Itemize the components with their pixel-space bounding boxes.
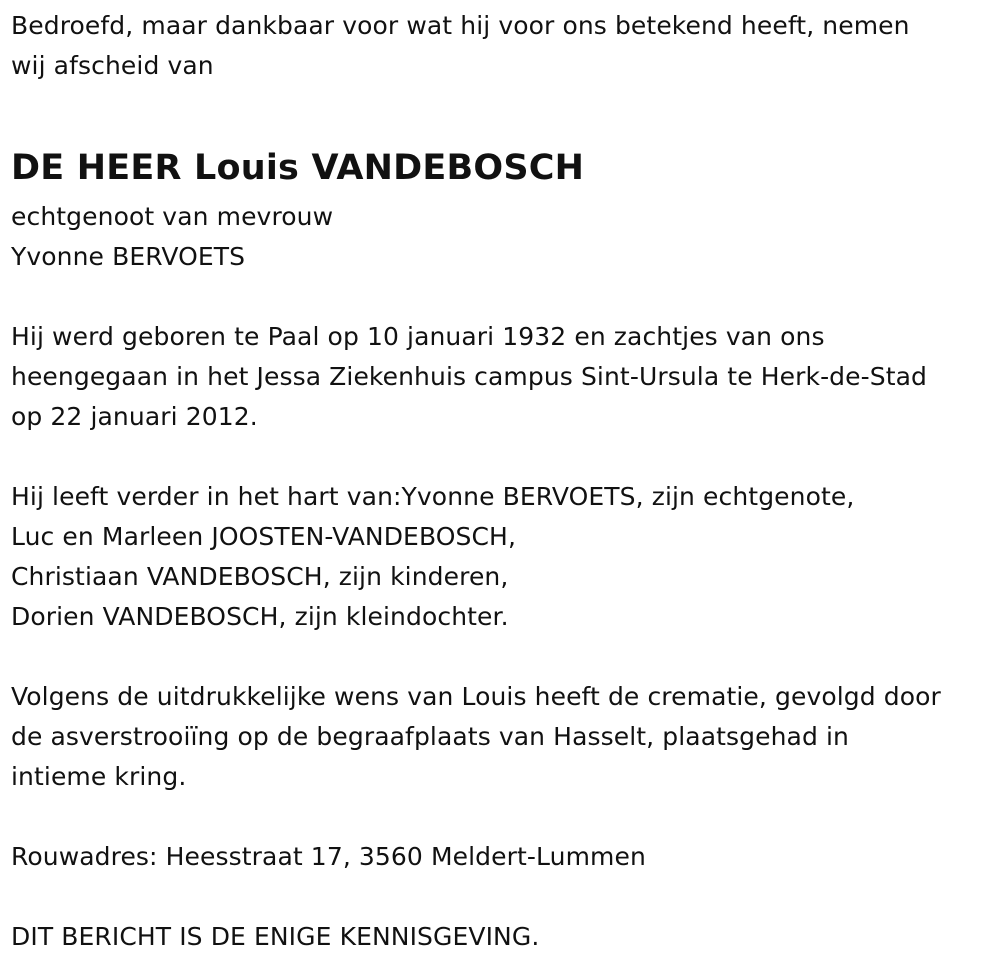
spacer: [11, 637, 996, 677]
spouse-line-2: Yvonne BERVOETS: [11, 242, 246, 271]
spouse-line-1: echtgenoot van mevrouw: [11, 202, 334, 231]
birth-death-line-3: op 22 januari 2012.: [11, 402, 258, 431]
cremation-line-2: de asverstrooiïng op de begraafplaats van Hasselt, plaatsgehad in: [11, 722, 849, 751]
spacer: [11, 437, 996, 477]
family-line-1: Hij leeft verder in het hart van:Yvonne BERVOETS, zijn echtgenote,: [11, 482, 855, 511]
deceased-name: DE HEER Louis VANDEBOSCH: [11, 148, 585, 188]
birth-death-line-1: Hij werd geboren te Paal op 10 januari 1932 en zachtjes van ons: [11, 322, 825, 351]
family-line-2: Luc en Marleen JOOSTEN-VANDEBOSCH,: [11, 522, 516, 551]
sole-notice: DIT BERICHT IS DE ENIGE KENNISGEVING.: [11, 922, 540, 951]
spacer: [11, 877, 996, 917]
intro-line-1: Bedroefd, maar dankbaar voor wat hij voor ons betekend heeft, nemen: [11, 11, 910, 40]
spacer: [11, 277, 996, 317]
spacer: [11, 797, 996, 837]
family-line-3: Christiaan VANDEBOSCH, zijn kinderen,: [11, 562, 509, 591]
birth-death-line-2: heengegaan in het Jessa Ziekenhuis campus Sint-Ursula te Herk-de-Stad: [11, 362, 928, 391]
family-line-4: Dorien VANDEBOSCH, zijn kleindochter.: [11, 602, 509, 631]
cremation-line-1: Volgens de uitdrukkelijke wens van Louis heeft de crematie, gevolgd door: [11, 682, 941, 711]
cremation-line-3: intieme kring.: [11, 762, 187, 791]
obituary-notice: [11, 0, 996, 957]
intro-line-2: wij afscheid van: [11, 51, 214, 80]
mourning-address: Rouwadres: Heesstraat 17, 3560 Meldert-Lummen: [11, 842, 646, 871]
